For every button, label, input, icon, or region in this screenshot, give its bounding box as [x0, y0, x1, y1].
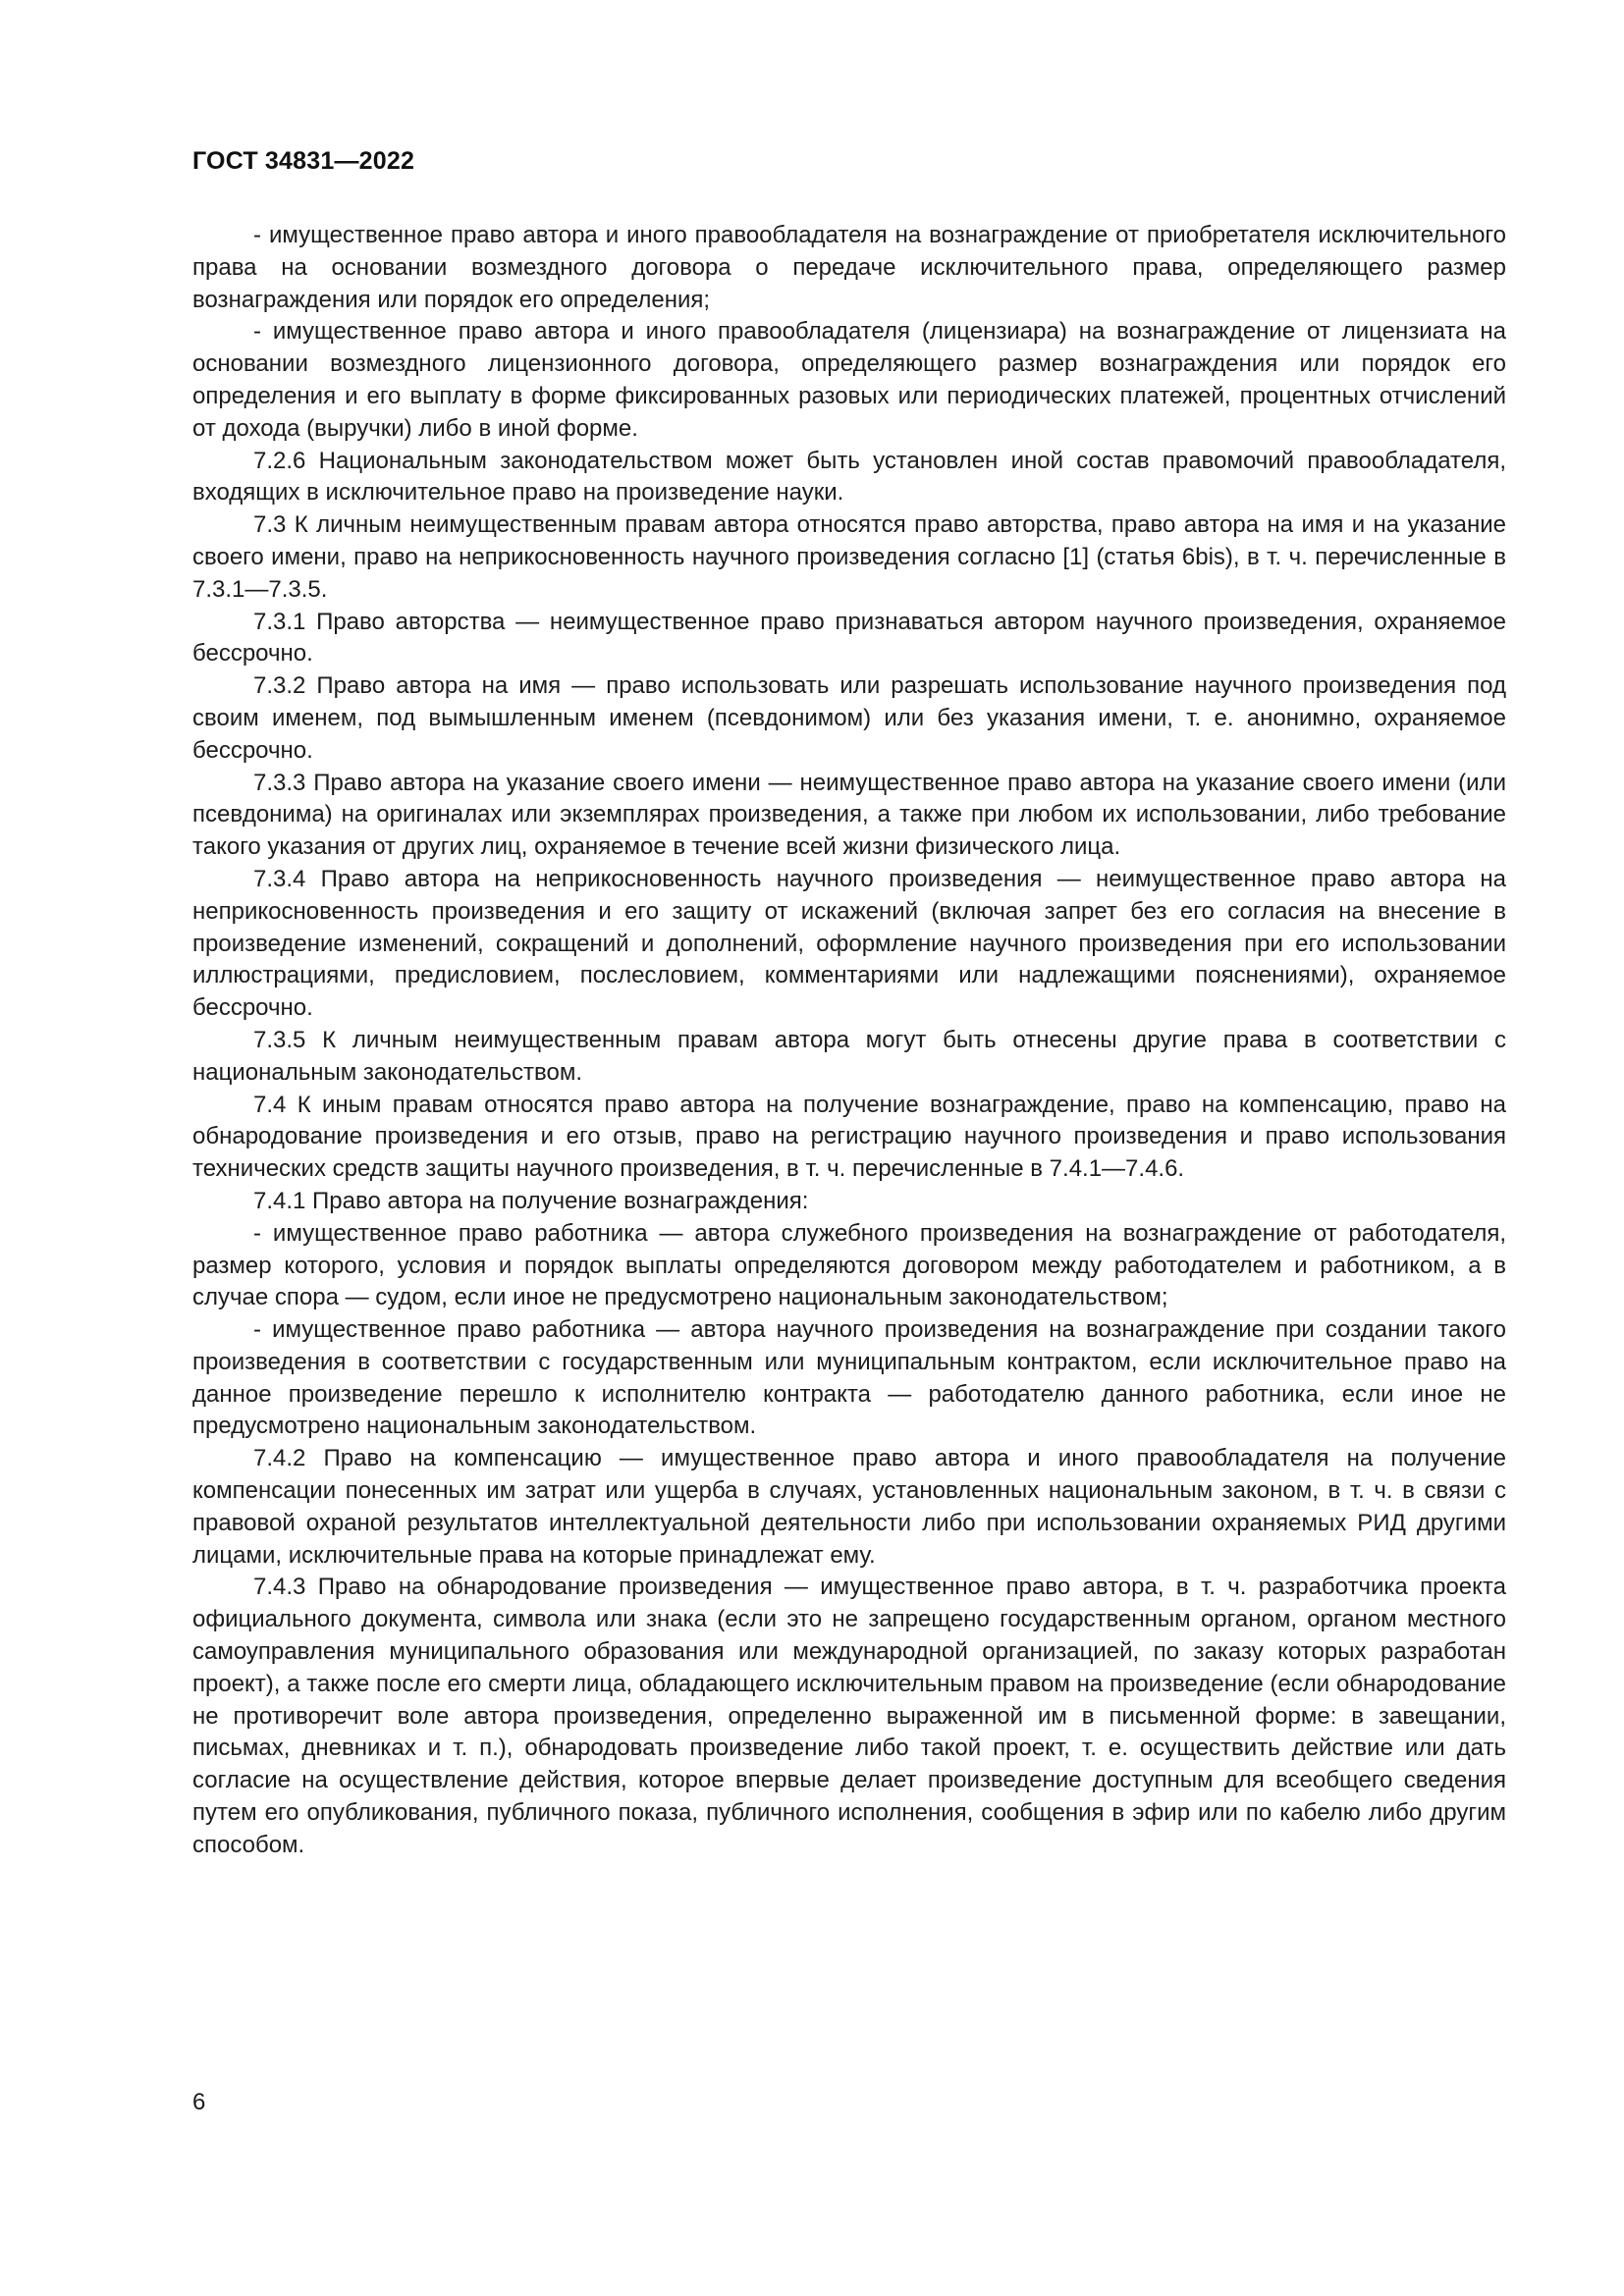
paragraph: 7.4 К иным правам относятся право автора на получение вознаграждение, право на компенсацию, право на обнародование произведения и его отзыв, право на регистрацию научного произведения и право использования технических средств защиты научного произведения, в т. ч. перечисленные в 7.4.1—7.4.6. [192, 1091, 1506, 1183]
paragraph: - имущественное право работника — автора научного произведения на вознаграждение при создании такого произведения в соответствии с государственным или муниципальным контрактом, если исключительное право на данное произведение перешло к исполнителю контракта — работодателю данного работника, если иное не предусмотрено национальным законодательством. [192, 1316, 1506, 1440]
paragraph: - имущественное право работника — автора служебного произведения на вознаграждение от работодателя, размер которого, условия и порядок выплаты определяются договором между работодателем и работником, а в случае спора — судом, если иное не предусмотрено национальным законодательством; [192, 1219, 1506, 1311]
page-number: 6 [192, 2089, 206, 2115]
paragraph: 7.3 К личным неимущественным правам автора относятся право авторства, право автора на имя и на указание своего имени, право на неприкосновенность научного произведения согласно [1] (статья 6bis), в т. ч. перечисленные в 7.3.1—7.3.5. [192, 511, 1506, 603]
paragraph: - имущественное право автора и иного правообладателя на вознаграждение от приобретателя исключительного права на основании возмездного договора о передаче исключительного права, определяющего размер вознаграждения или порядок его определения; [192, 222, 1506, 313]
paragraph: - имущественное право автора и иного правообладателя (лицензиара) на вознаграждение от лицензиата на основании возмездного лицензионного договора, определяющего размер вознаграждения или порядок его определения и его выплату в форме фиксированных разовых или периодических платежей, процентных отчислений от дохода (выручки) либо в иной форме. [192, 318, 1506, 442]
paragraph: 7.3.1 Право авторства — неимущественное право признаваться автором научного произведения, охраняемое бессрочно. [192, 608, 1506, 667]
paragraph: 7.3.4 Право автора на неприкосновенность научного произведения — неимущественное право автора на неприкосновенность произведения и его защиту от искажений (включая запрет без его согласия на внесение в произведение изменений, сокращений и дополнений, оформление научного произведения при его использовании иллюстрациями, предисловием, послесловием, комментариями или надлежащими пояснениями), охраняемое бессрочно. [192, 865, 1506, 1022]
document-code-header: ГОСТ 34831—2022 [192, 147, 415, 175]
paragraph: 7.4.2 Право на компенсацию — имущественное право автора и иного правообладателя на получение компенсации понесенных им затрат или ущерба в случаях, установленных национальным законом, в т. ч. в связи с правовой охраной результатов интеллектуальной деятельности либо при использовании охраняемых РИД другими лицами, исключительные права на которые принадлежат ему. [192, 1445, 1506, 1569]
paragraph: 7.4.3 Право на обнародование произведения — имущественное право автора, в т. ч. разработчика проекта официального документа, символа или знака (если это не запрещено государственным органом, органом местного самоуправления муниципального образования или международной организацией, по заказу которых разработан проект), а также после его смерти лица, обладающего исключительным правом на произведение (если обнародование не противоречит воле автора произведения, определенно выраженной им в письменной форме: в завещании, письмах, дневниках и т. п.), обнародовать произведение либо такой проект, т. е. осуществить действие или дать согласие на осуществление действия, которое впервые делает произведение доступным для всеобщего сведения путем его опубликования, публичного показа, публичного исполнения, сообщения в эфир или по кабелю либо другим способом. [192, 1574, 1506, 1858]
paragraph: 7.4.1 Право автора на получение вознаграждения: [253, 1187, 809, 1214]
paragraph: 7.2.6 Национальным законодательством может быть установлен иной состав правомочий правообладателя, входящих в исключительное право на произведение науки. [192, 447, 1506, 507]
paragraph: 7.3.3 Право автора на указание своего имени — неимущественное право автора на указание своего имени (или псевдонима) на оригиналах или экземплярах произведения, а также при любом их использовании, либо требование такого указания от других лиц, охраняемое в течение всей жизни физического лица. [192, 769, 1506, 861]
document-body [192, 220, 1506, 1862]
paragraph: 7.3.2 Право автора на имя — право использовать или разрешать использование научного произведения под своим именем, под вымышленным именем (псевдонимом) или без указания имени, т. е. анонимно, охраняемое бессрочно. [192, 672, 1506, 764]
paragraph: 7.3.5 К личным неимущественным правам автора могут быть отнесены другие права в соответствии с национальным законодательством. [192, 1026, 1506, 1086]
